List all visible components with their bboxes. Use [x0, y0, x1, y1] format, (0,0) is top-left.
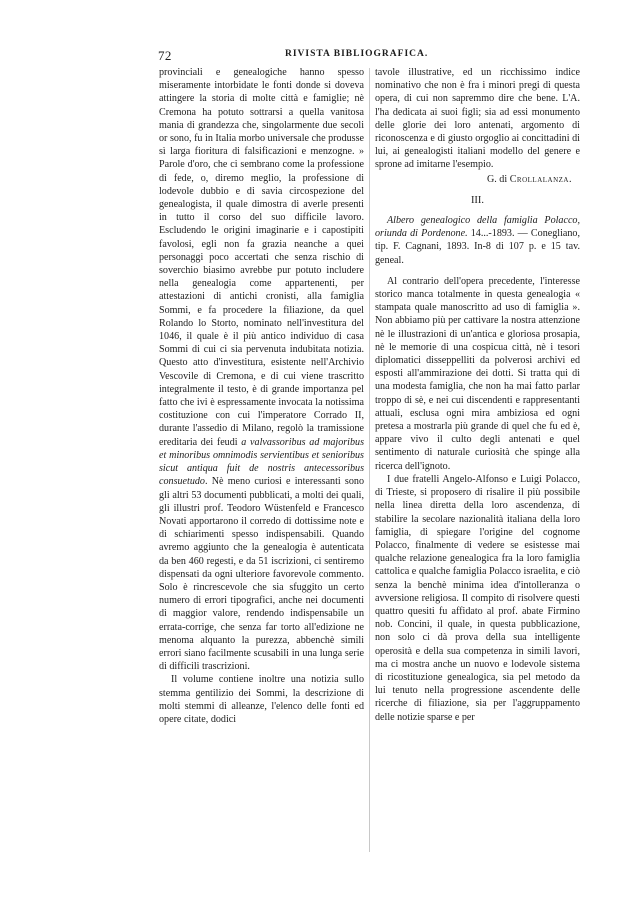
right-paragraph-1: Al contrario dell'opera precedente, l'interesse storico manca totalmente in questa genealogia « stampata quale manoscritto ad uso di famiglia ». Non abbiamo più per cattivare la nostra attenzione nè le illustrazioni di un'antica e gloriosa prosapia, nè le memorie di una cospicua città, nè i tesori diplomatici disseppelliti da polverosi archivi ed esposti all'ammirazione dei dotti. Si tratta qui di una modesta famiglia, che non ha mai fatto parlar troppo di sè, e nei cui discendenti e rappresentanti attuali, esclusa ogni mira ambiziosa ed ogni pretesa a mostrarla più grande di quel che fu ed è, appare vivo il culto degli antenati e quel sentimento di naturale curiosità che spinge alla ricerca dell'ignoto.	[375, 275, 580, 472]
left-paragraph-1-end: . Nè meno curiosi e interessanti sono gli altri 53 documenti pubblicati, a molti dei quali, gli illustri prof. Teodoro Wüstenfeld e Francesco Novati apportarono il corredo di dottissime note e di schiarimenti spesso indispensabili. Quando avremo aggiunto che la genealogia è autenticata da ben 460 regesti, e da 51 iscrizioni, ci sentiremo dispensati da ogni ulteriore favorevole commento. Solo è rincrescevole che sia sfuggito un certo numero di errori tipografici, anche nei documenti di maggior valore, rendendo indispensabile un errata-corrige, che senza far torto all'edizione ne menoma alquanto la purezza, abbenchè simili errori siano facilmente scusabili in una lunga serie di difficili trascrizioni.	[159, 476, 364, 673]
running-title: RIVISTA BIBLIOGRAFICA.	[285, 49, 429, 59]
signature-initial: G. di	[486, 173, 508, 185]
citation-title: Albero genealogico della famiglia Polacco, oriunda di Pordenone.	[375, 215, 580, 240]
book-citation	[375, 214, 580, 267]
citation-details: 14...-1893. — Conegliano, tip. F. Cagnani, 1893. In-8 di 107 p. e 15 tav. geneal.	[375, 228, 580, 266]
reviewer-signature	[375, 173, 580, 186]
left-column	[159, 66, 364, 726]
page-header	[158, 48, 583, 64]
column-divider	[369, 68, 370, 852]
page-number: 72	[158, 48, 172, 63]
right-column	[375, 66, 580, 724]
right-paragraph-2: I due fratelli Angelo-Alfonso e Luigi Polacco, di Trieste, si proposero di risalire il più possibile nella linea diretta della loro ascendenza, di stabilire la secolare nazionalità italiana della loro famiglia, di spiegare l'origine del cognome Polacco, finalmente di vedere se esistesse mai qualche relazione genealogica fra la loro famiglia cattolica e qualche famiglia Polacco israelita, e ciò senza la benchè minima idea d'intolleranza o avversione religiosa. Il compito di risolvere questi quattro quesiti fu affidato al prof. abate Firmino nob. Concini, il quale, in questa pubblicazione, non solo ci dà prova della sua intelligente operosità e della sua competenza in simili lavori, ma ci mostra anche un nuovo e lodevole sistema di ricostituzione genealogica, sia pel metodo da lui tenuto nella progressione ascendente delle ricerche di filiazione, sia per l'aggruppamento delle notizie sparse e per	[375, 473, 580, 723]
latin-quote: a valvassoribus ad majoribus et minoribus omnimodis servientibus et senioribus sicut antiqua fuit de nostris antecessoribus consuetudo	[159, 436, 365, 488]
section-number: III.	[470, 194, 485, 206]
right-paragraph-continued: tavole illustrative, ed un ricchissimo indice nominativo che non è fra i minori pregi di questa opera, di cui non sapremmo dire che bene. L'A. l'ha dedicata ai suoi figli; sia ad essi monumento delle glorie dei loro antenati, argomento di riconoscenza e di giusto orgoglio ai concittadini di lui, ai genealogisti italiani modello del genere e sprone ad imitarne l'esempio.	[375, 67, 580, 171]
left-paragraph-1-text: provinciali e genealogiche hanno spesso miseramente intorbidate le fonti donde si doveva attingere la storia di molte città e famiglie; nè Cremona ha potuto sottrarsi a quella vanitosa mania di grandezza che, singolarmente due secoli or sono, fu in Italia morbo universale che produsse sì larga fioritura di falsificazioni e menzogne. » Parole d'oro, che ci sembrano come la professione di fede, o, diremo meglio, la professione di lodevole dubbio e di savia circospezione del genealogista, il quale dimostra di averle presenti in tutto il corso del suo difficile lavoro. Escludendo le origini imaginarie e i capostipiti favolosi, egli non fa grazia neanche a quei personaggi poco accertati che senza rischio di soverchio biasimo avrebbe pur potuto includere nella genealogia come appartenenti, per attestazioni di antichi cronisti, alla famiglia Sommi, e fa procedere la filiazione, da quel Rolando lo Storto, nominato nell'investitura del 1046, il quale è il più antico individuo di casa Sommi di cui ci sia pervenuta indubitata notizia. Questo atto d'investitura, esistente nell'Archivio Vescovile di Cremona, e di cui viene trascritto integralmente il testo, è di grande importanza pel fatto che ivi è espressamente invocata la notissima costituzione con cui l'imperatore Corrado II, durante l'assedio di Milano, regolò la tramissione ereditaria dei feudi	[159, 67, 364, 448]
left-paragraph-2: Il volume contiene inoltre una notizia sullo stemma gentilizio dei Sommi, la descrizione di molti stemmi di alleanze, l'elenco delle fonti ed opere citate, dodici	[159, 674, 364, 725]
signature-name: Crollalanza.	[509, 173, 572, 185]
left-paragraph-1	[159, 66, 364, 673]
